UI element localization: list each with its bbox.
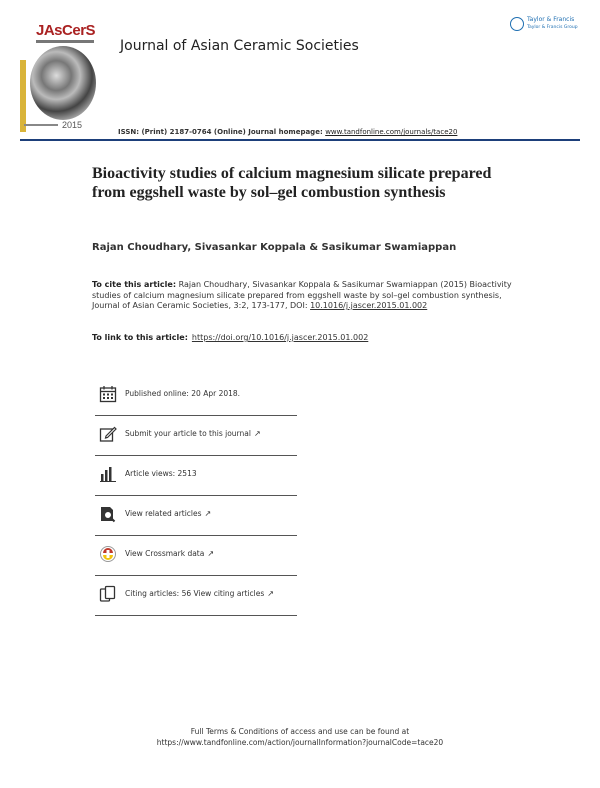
publisher-logo[interactable] [510,14,586,36]
related-articles-label[interactable] [125,509,211,518]
publisher-logo-icon [510,17,524,31]
article-link-line [92,333,368,342]
cite-text: Rajan Choudhary, Sivasankar Koppala & Sasikumar Swamiappan (2015) Bioactivity studies of calcium magnesium silicate prepared from eggshell waste by sol–gel combustion synthesis, Journal of Asian Ceramic Societies, 3:2, 173-177, DOI: [92,280,512,310]
publisher-name: Taylor & Francis [527,16,575,23]
citing-articles-label[interactable] [125,589,274,598]
citing-articles-text: Citing articles: 56 View citing articles [125,589,265,598]
journal-homepage-link[interactable]: www.tandfonline.com/journals/tace20 [325,128,458,136]
issn-line [118,128,457,136]
submit-article-text: Submit your article to this journal [125,429,251,438]
external-link-icon: ↗ [207,549,215,558]
cite-label: To cite this article: [92,280,177,289]
related-articles-item[interactable] [95,495,297,536]
article-views-label: Article views: 2513 [125,469,197,478]
journal-cover-thumbnail [20,20,100,132]
article-doi-url[interactable]: https://doi.org/10.1016/j.jascer.2015.01.002 [191,333,369,342]
cover-subtitle-bar [36,40,94,43]
submit-article-item[interactable] [95,415,297,456]
header-divider [20,139,580,141]
bar-chart-icon [99,465,117,483]
doi-link[interactable]: 10.1016/j.jascer.2015.01.002 [310,301,428,310]
crossmark-icon [99,545,117,563]
footer-terms-text: Full Terms & Conditions of access and use can be found at [190,727,410,736]
article-title: Bioactivity studies of calcium magnesium silicate prepared from eggshell waste by sol–gel combustion synthesis [92,165,492,201]
cover-stripe [20,60,26,132]
page-footer [0,726,600,748]
submit-article-label[interactable] [125,429,261,438]
citing-icon [99,585,117,603]
cover-year: 2015 [62,120,83,130]
citing-articles-item[interactable] [95,575,297,616]
related-search-icon [99,505,117,523]
published-online-label: Published online: 20 Apr 2018. [125,389,241,398]
related-articles-text: View related articles [125,509,202,518]
article-authors: Rajan Choudhary, Sivasankar Koppala & Sasikumar Swamiappan [92,242,457,253]
citation-block [92,280,512,312]
external-link-icon: ↗ [253,429,261,438]
article-views-item [95,455,297,496]
crossmark-label[interactable] [125,549,214,558]
published-online-item [95,375,297,416]
cover-footer-bar [24,124,58,126]
issn-text: ISSN: (Print) 2187-0764 (Online) Journal homepage: [118,128,326,136]
cover-image [30,46,96,120]
journal-title[interactable]: Journal of Asian Ceramic Societies [120,38,359,54]
cover-logo: JAsCerS [36,22,96,39]
footer-terms-url[interactable]: https://www.tandfonline.com/action/journalInformation?journalCode=tace20 [156,738,444,747]
crossmark-text: View Crossmark data [125,549,205,558]
edit-icon [99,425,117,443]
external-link-icon: ↗ [204,509,212,518]
publisher-group: Taylor & Francis Group [527,25,578,30]
calendar-icon [99,385,117,403]
link-label: To link to this article: [92,333,188,342]
crossmark-item[interactable] [95,535,297,576]
external-link-icon: ↗ [267,589,274,598]
